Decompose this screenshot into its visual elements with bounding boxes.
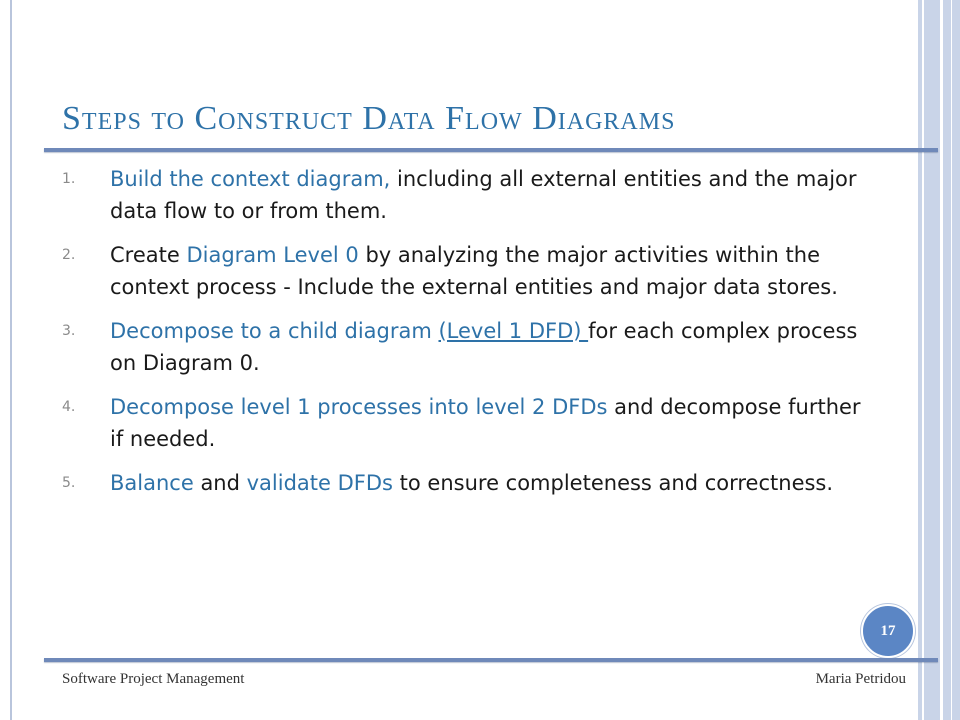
step-highlight-text: Decompose to a child diagram bbox=[110, 319, 439, 343]
step-number: 2. bbox=[62, 247, 76, 263]
step-number: 4. bbox=[62, 399, 76, 415]
left-border-line bbox=[10, 0, 12, 720]
step-highlight-text: Balance bbox=[110, 471, 194, 495]
step-item bbox=[62, 315, 862, 379]
right-decorative-band bbox=[918, 0, 960, 720]
step-highlight-text: (Level 1 DFD) bbox=[438, 319, 589, 343]
footer-divider bbox=[44, 658, 938, 662]
steps-list bbox=[62, 163, 862, 511]
title-divider bbox=[44, 148, 938, 152]
slide-title: Steps to Construct Data Flow Diagrams bbox=[62, 100, 676, 137]
page-number-badge: 17 bbox=[861, 604, 915, 658]
footer-course-name: Software Project Management bbox=[62, 671, 245, 687]
step-highlight-text: Decompose level 1 processes into level 2 DFDs bbox=[110, 395, 608, 419]
step-highlight-text: validate DFDs bbox=[246, 471, 393, 495]
step-item bbox=[62, 239, 862, 303]
step-number: 5. bbox=[62, 475, 76, 491]
step-highlight-text: Diagram Level 0 bbox=[186, 243, 359, 267]
step-text: by analyzing the major activities within the context process - Include the external entities and major data stores. bbox=[110, 243, 838, 299]
step-text: Create bbox=[110, 243, 187, 267]
step-text: and decompose further if needed. bbox=[110, 395, 861, 451]
step-text: for each complex process on Diagram 0. bbox=[110, 319, 858, 375]
step-text: to ensure completeness and correctness. bbox=[392, 471, 834, 495]
step-highlight-text: Build the context diagram, bbox=[110, 167, 391, 191]
step-text: and bbox=[193, 471, 247, 495]
step-number: 1. bbox=[62, 171, 76, 187]
step-item bbox=[62, 391, 862, 455]
step-text: including all external entities and the major data flow to or from them. bbox=[110, 167, 857, 223]
step-item bbox=[62, 467, 862, 499]
footer-author: Maria Petridou bbox=[815, 671, 906, 687]
step-item bbox=[62, 163, 862, 227]
step-number: 3. bbox=[62, 323, 76, 339]
